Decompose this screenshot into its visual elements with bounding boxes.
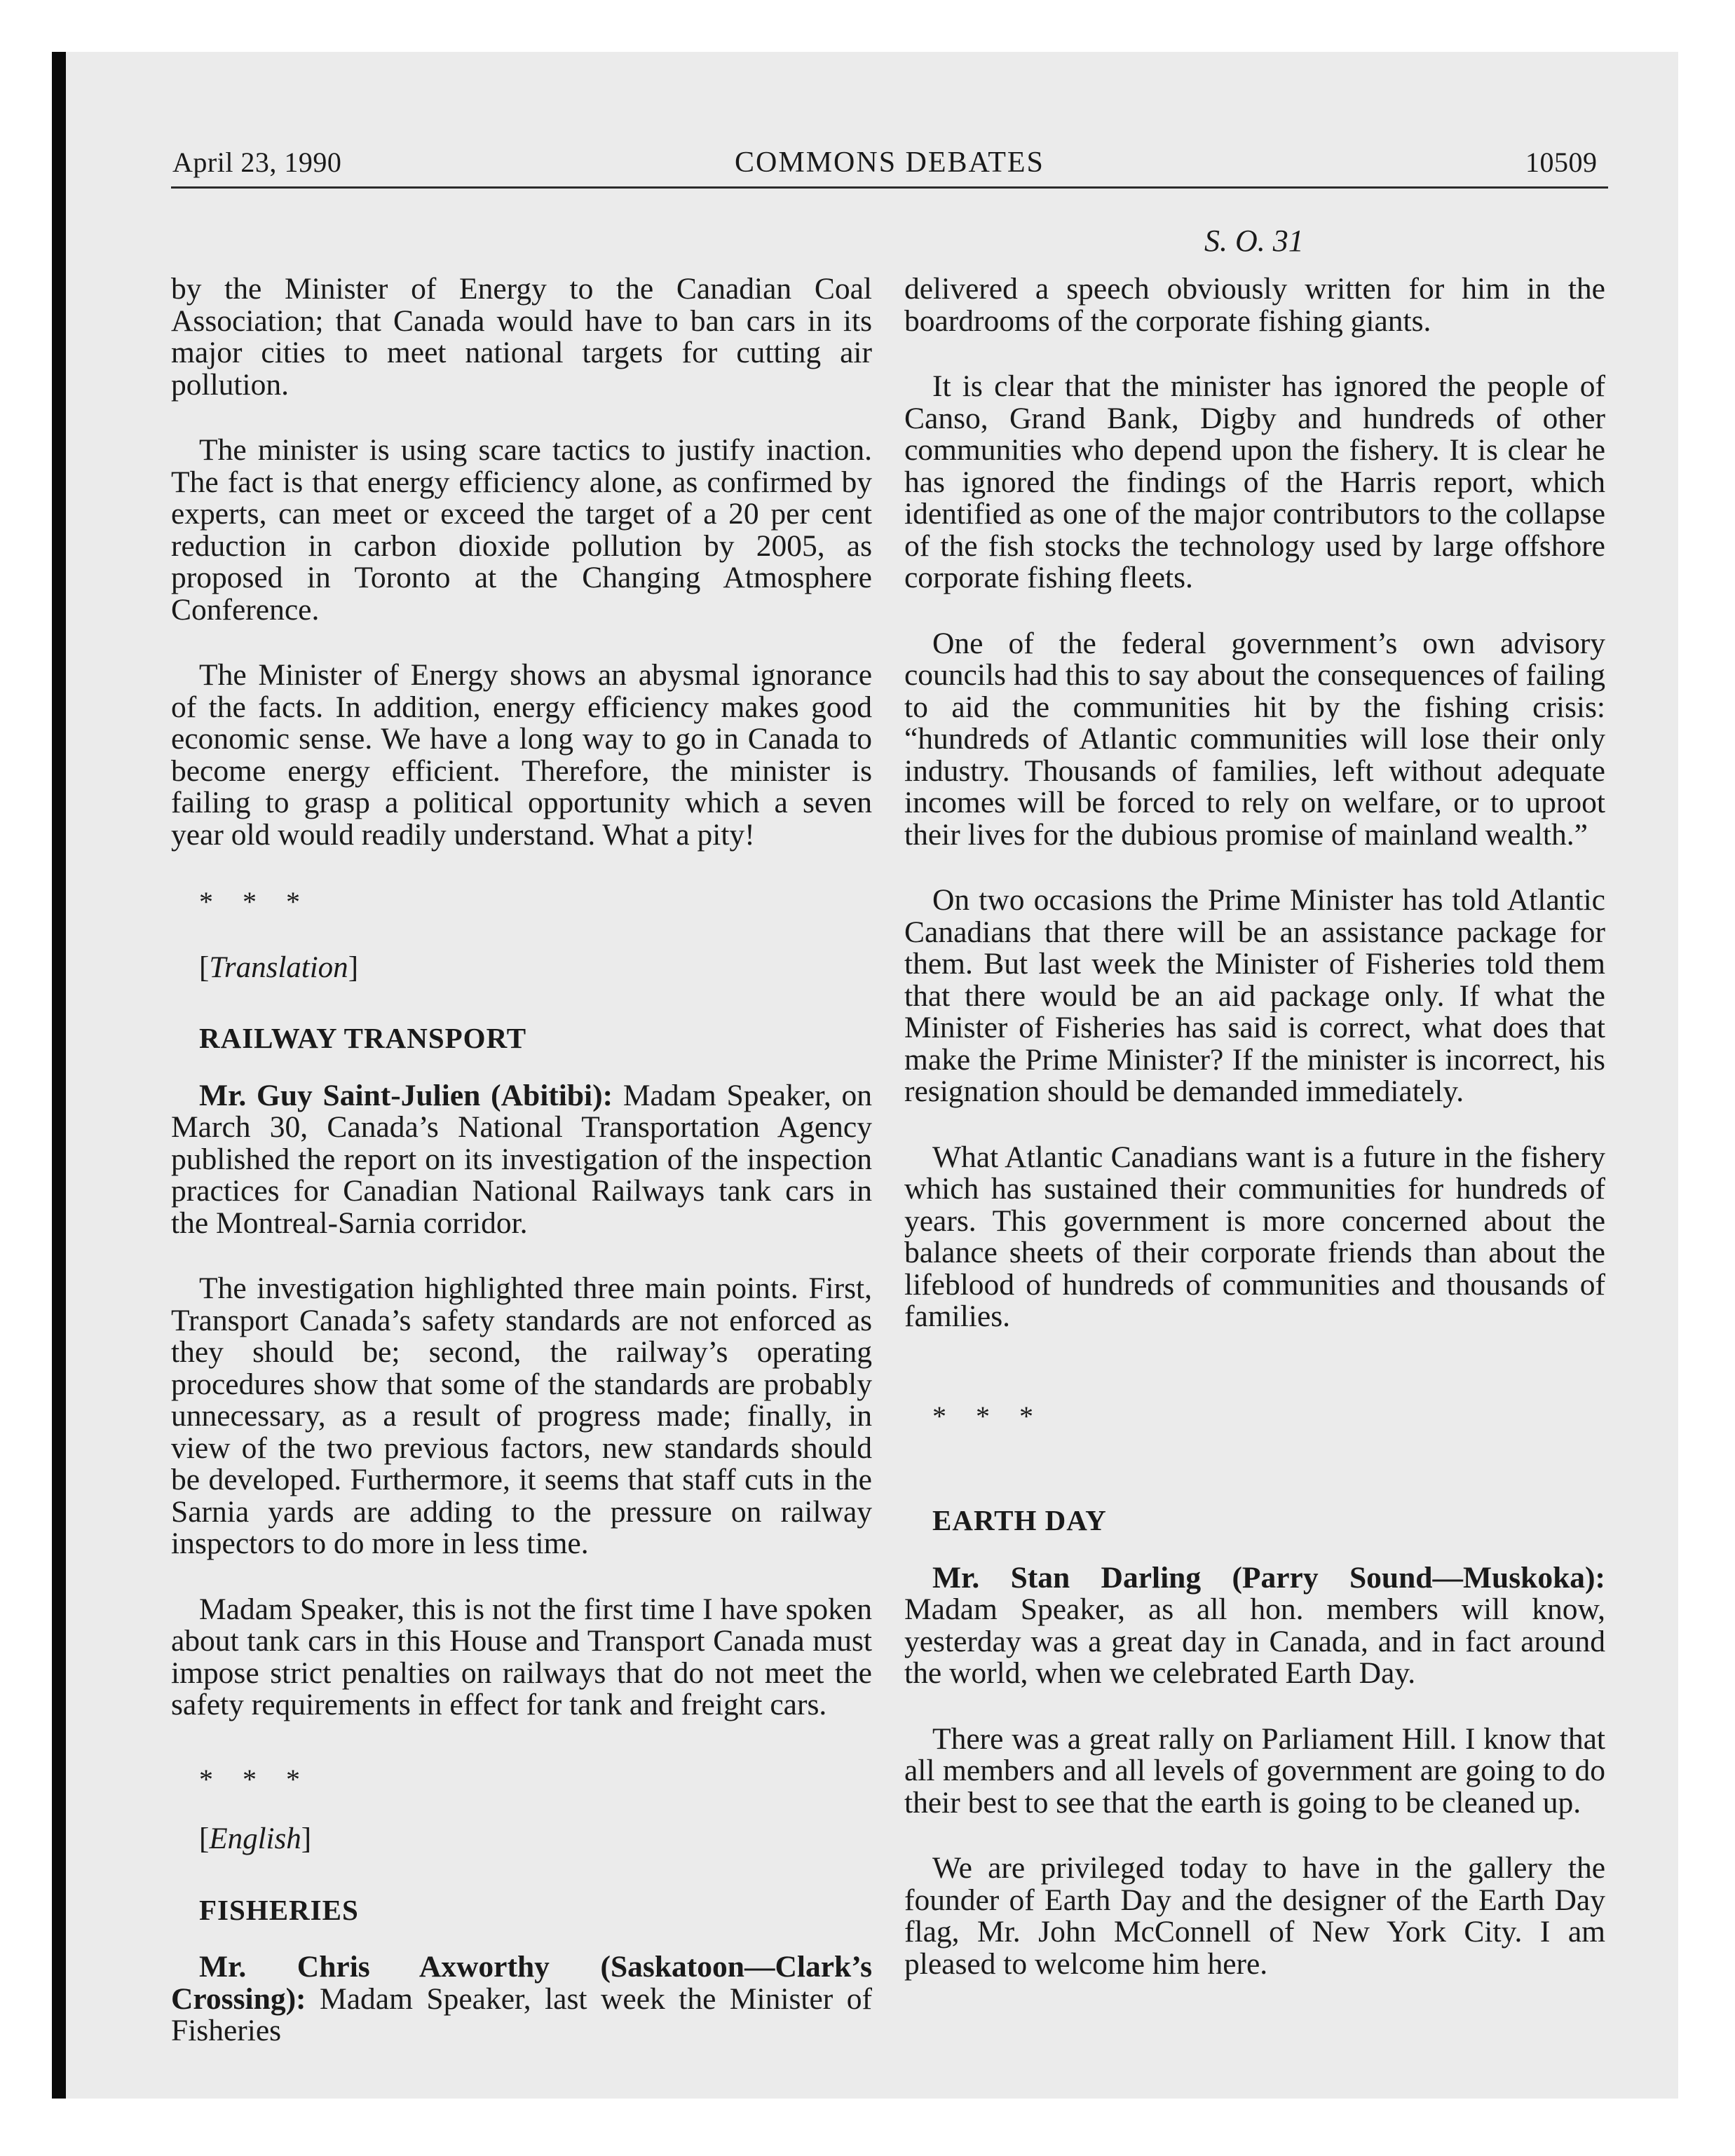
paragraph: There was a great rally on Parliament Hill. I know that all members and all levels of government are going to do their best to see that the earth is going to be cleaned up.: [904, 1721, 1605, 1820]
speaker-name: Mr. Guy Saint-Julien (Abitibi):: [199, 1078, 613, 1112]
paragraph: It is clear that the minister has ignored the people of Canso, Grand Bank, Digby and hundreds of other communities who depend upon the fishery. It is clear he has ignored the findings of the Harris report, which identified as one of the major contributors to the collapse of the fish stocks the technology used by large offshore corporate fishing fleets.: [904, 369, 1605, 594]
language-label: [Translation]: [199, 950, 359, 984]
section-separator: * * *: [199, 886, 311, 917]
header-title: COMMONS DEBATES: [735, 146, 1045, 179]
paragraph: delivered a speech obviously written for him in the boardrooms of the corporate fishing giants.: [904, 272, 1605, 338]
speech-paragraph: [171, 1951, 872, 2047]
header-rule: [171, 186, 1608, 189]
paragraph: Madam Speaker, this is not the first time I have spoken about tank cars in this House and Transport Canada must impose strict penalties on railways that do not meet the safety requirements in effect for tank and freight cars.: [171, 1592, 872, 1721]
paragraph: We are privileged today to have in the gallery the founder of Earth Day and the designer of the Earth Day flag, Mr. John McConnell of New York City. I am pleased to welcome him here.: [904, 1851, 1605, 1981]
section-marker: S. O. 31: [1204, 224, 1304, 258]
section-heading: FISHERIES: [199, 1893, 359, 1926]
paragraph: What Atlantic Canadians want is a future in the fishery which has sustained their communities for hundreds of years. This government is more concerned about the balance sheets of their corporate friends than about the lifeblood of hundreds of communities and thousands of families.: [904, 1140, 1605, 1333]
speech-paragraph: [171, 1080, 872, 1240]
language-label-text: English: [209, 1822, 301, 1855]
left-column: [171, 273, 872, 2047]
header-date: April 23, 1990: [172, 146, 342, 178]
speaker-name: Mr. Stan Darling (Parry Sound—Muskoka):: [932, 1560, 1605, 1595]
language-label-text: Translation: [209, 950, 348, 984]
section-separator: * * *: [199, 1763, 311, 1795]
section-separator: * * *: [932, 1400, 1045, 1432]
paragraph: by the Minister of Energy to the Canadian Coal Association; that Canada would have to ban cars in its major cities to meet national targets for cutting air pollution.: [171, 272, 872, 402]
paragraph: The minister is using scare tactics to justify inaction. The fact is that energy efficiency alone, as confirmed by experts, can meet or exceed the target of a 20 per cent reduction in carbon dioxide pollution by 2005, as proposed in Toronto at the Changing Atmosphere Conference.: [171, 433, 872, 627]
speaker-name: Mr. Chris Axworthy (Saskatoon—Clark’s Crossing):: [171, 1950, 872, 2016]
right-column: [904, 273, 1605, 1980]
speech-text: Madam Speaker, last week the Minister of Fisheries: [171, 1981, 872, 2047]
scan-edge: [52, 52, 66, 2099]
speech-paragraph: [904, 1562, 1605, 1690]
paragraph: One of the federal government’s own advisory councils had this to say about the consequences of failing to aid the communities hit by the fishing crisis: “hundreds of Atlantic communities will lose their only industry. Thousands of families, left without adequate incomes will be forced to rely on welfare, or to uproot their lives for the dubious promise of mainland wealth.”: [904, 626, 1605, 852]
section-heading: RAILWAY TRANSPORT: [199, 1022, 527, 1054]
header-page-number: 10509: [1525, 146, 1598, 178]
paragraph: On two occasions the Prime Minister has told Atlantic Canadians that there will be an assistance package for them. But last week the Minister of Fisheries told them that there would be an aid package only. If what the Minister of Fisheries has said is correct, what does that make the Prime Minister? If the minister is incorrect, his resignation should be demanded immediately.: [904, 883, 1605, 1108]
paragraph: The Minister of Energy shows an abysmal ignorance of the facts. In addition, energy efficiency makes good economic sense. We have a long way to go in Canada to become energy efficient. Therefore, the minister is failing to grasp a political opportunity which a seven year old would readily understand. What a pity!: [171, 658, 872, 852]
speech-text: Madam Speaker, on March 30, Canada’s National Transportation Agency published the report on its investigation of the inspection practices for Canadian National Railways tank cars in the Montreal-Sarnia corridor.: [171, 1078, 872, 1240]
paragraph: The investigation highlighted three main points. First, Transport Canada’s safety standards are not enforced as they should be; second, the railway’s operating procedures show that some of the standards are probably unnecessary, as a result of progress made; finally, in view of the two previous factors, new standards should be developed. Furthermore, it seems that staff cuts in the Sarnia yards are adding to the pressure on railway inspectors to do more in less time.: [171, 1271, 872, 1560]
speech-text: Madam Speaker, as all hon. members will know, yesterday was a great day in Canada, and in fact around the world, when we celebrated Earth Day.: [904, 1592, 1605, 1690]
language-label: [English]: [199, 1822, 312, 1855]
section-heading: EARTH DAY: [932, 1504, 1107, 1536]
